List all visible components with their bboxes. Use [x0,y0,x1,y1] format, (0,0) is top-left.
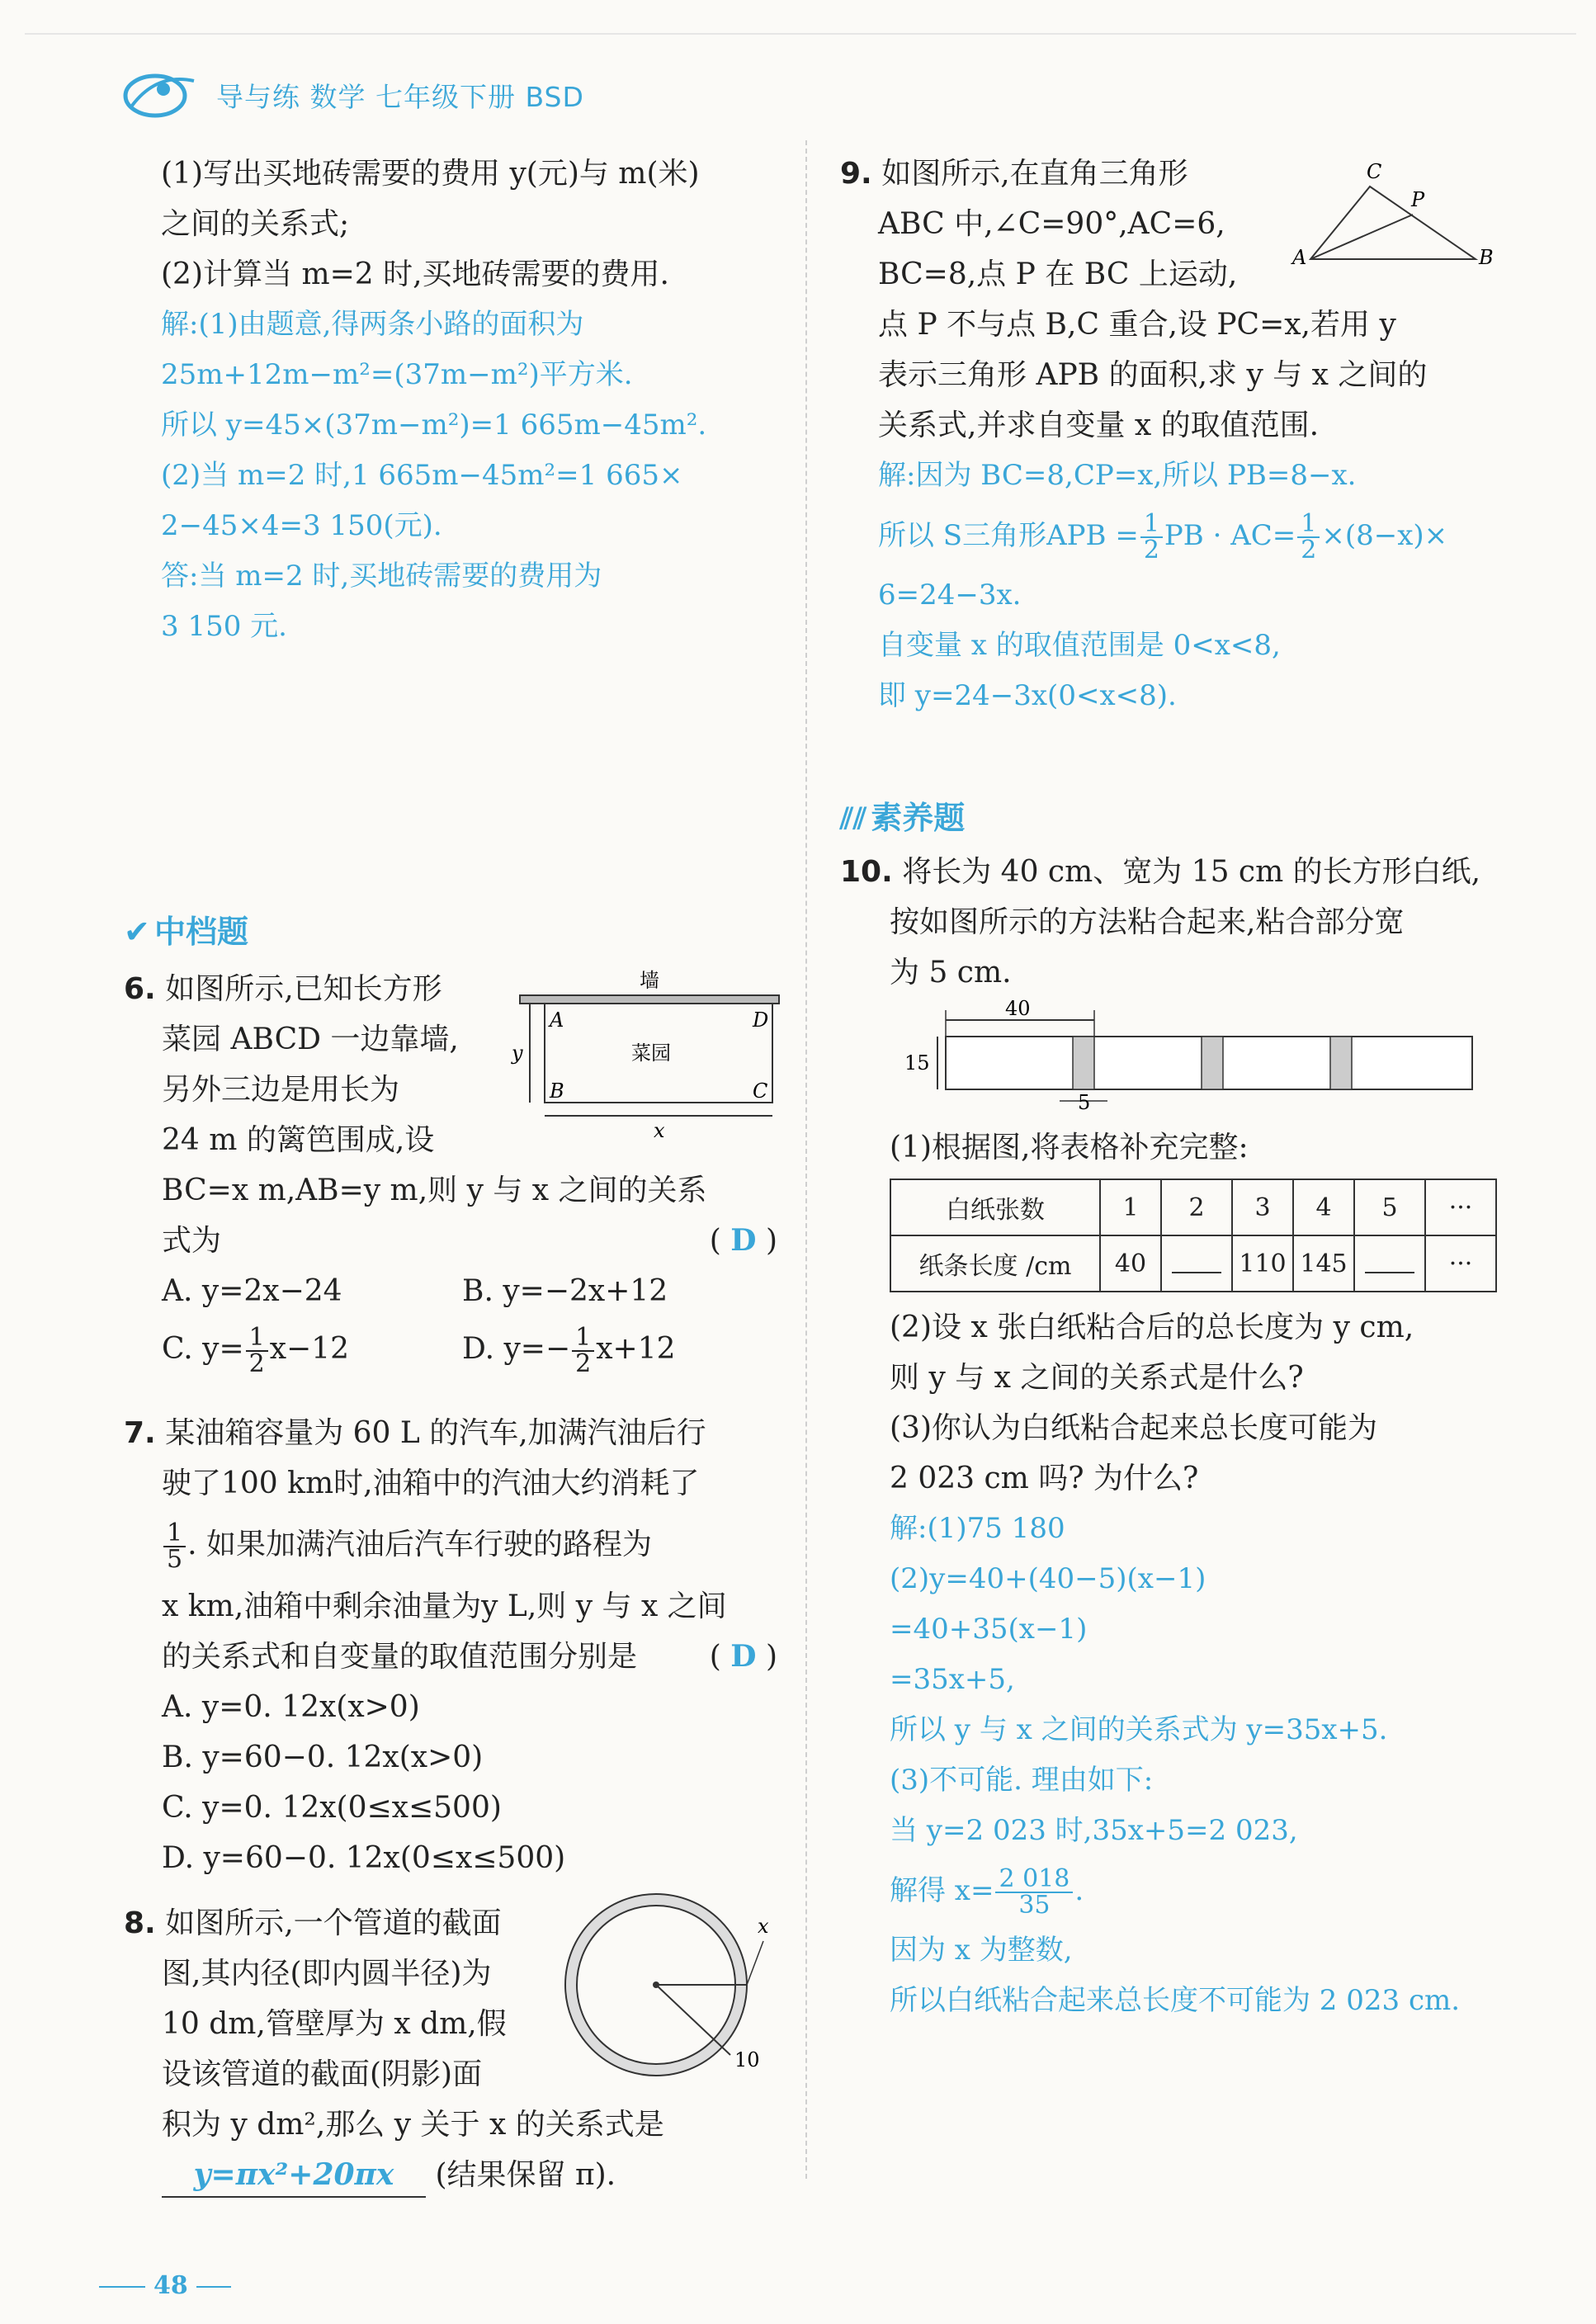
q9-frac-den: 2 [1143,536,1159,564]
q6-line: 24 m 的篱笆围成,设 [162,1123,435,1157]
q6-answer: D [730,1223,757,1258]
table-cell: 2 [1161,1179,1232,1235]
q6-number: 6. [124,972,156,1006]
q9-solution-line: 自变量 x 的取值范围是 0<x<8, [878,629,1281,662]
page-number: 48 [145,2271,196,2300]
q10-fig-wid: 15 [904,1051,930,1075]
header-logo [116,64,206,122]
section-core [840,792,965,838]
q6-frac-den: 2 [248,1349,265,1378]
q9-line: 点 P 不与点 B,C 重合,设 PC=x,若用 y [878,308,1396,342]
table-cell: 40 [1100,1235,1161,1292]
q6-fig-x: x [654,1119,665,1141]
q10-solution-line: 当 y=2 023 时,35x+5=2 023, [890,1814,1298,1847]
q6-option-d-tail: x+12 [596,1332,676,1366]
q10-line: 按如图所示的方法粘合起来,粘合部分宽 [890,905,1405,939]
q10-sub1-text: (1)根据图,将表格补充完整: [890,1131,1249,1164]
table-cell: 3 [1232,1179,1293,1235]
q7-number: 7. [124,1416,156,1450]
section-mid-title: 中档题 [153,914,248,950]
q9-line: 表示三角形 APB 的面积,求 y 与 x 之间的 [878,358,1428,392]
q5-solution-line: 2−45×4=3 150(元). [161,509,442,542]
q5-solution-line: 答:当 m=2 时,买地砖需要的费用为 [161,560,602,593]
q9-frac-den-2: 2 [1301,536,1317,564]
q5-solution-line: 所以 y=45×(37m−m²)=1 665m−45m². [161,409,707,442]
q5-solution-line: 25m+12m−m²=(37m−m²)平方米. [161,358,633,391]
q10-sub2-line: (2)设 x 张白纸粘合后的总长度为 y cm, [890,1311,1414,1344]
q7-option-c: C. y=0. 12x(0≤x≤500) [162,1791,502,1825]
q10-sub2-line: 则 y 与 x 之间的关系式是什么? [890,1361,1304,1395]
q6-option-a: A. y=2x−24 [162,1274,342,1308]
q6-fig-garden: 菜园 [631,1042,671,1065]
q6-frac-den-d: 2 [575,1349,592,1378]
q7-line: x km,油箱中剩余油量为y L,则 y 与 x 之间 [162,1589,727,1623]
q6-line: 菜园 ABCD 一边靠墙, [162,1023,459,1056]
q8-figure [561,1890,784,2080]
q5-line: (1)写出买地砖需要的费用 y(元)与 m(米) [161,157,700,191]
q9-fig-A: A [1292,246,1307,269]
table-cell: 纸条长度 /cm [890,1235,1100,1292]
q8-line: 设该管道的截面(阴影)面 [162,2057,483,2091]
q8-fig-r: 10 [734,2048,760,2071]
q8-line: 10 dm,管壁厚为 x dm,假 [162,2007,507,2041]
q10-sub1 [890,1122,1249,1173]
q10-fig-len: 40 [1005,999,1031,1020]
q10-solution-line: 因为 x 为整数, [890,1934,1073,1967]
q9-frac-num: 1 [1140,512,1163,538]
table-cell: 白纸张数 [890,1179,1100,1235]
q10-solution-line: =40+35(x−1) [890,1613,1088,1646]
q9-fig-P: P [1411,188,1425,211]
column-divider [805,140,807,2179]
q7-line: 驶了100 km时,油箱中的汽油大约消耗了 [162,1467,700,1500]
q6-line: 如图所示,已知长方形 [165,972,442,1006]
q9-number: 9. [840,157,872,191]
q10-number: 10. [840,855,893,889]
q5-line: (2)计算当 m=2 时,买地砖需要的费用. [161,257,669,291]
q6-fig-C: C [753,1079,768,1103]
q10-table [890,1179,1497,1292]
q9-fig-C: C [1367,160,1382,183]
q6-fig-B: B [550,1079,564,1103]
q6-option-b: B. y=−2x+12 [462,1274,668,1308]
table-cell-blank [1354,1235,1425,1292]
q7-option-b: B. y=60−0. 12x(x>0) [162,1741,484,1774]
q10-solution-line: 所以 y 与 x 之间的关系式为 y=35x+5. [890,1713,1388,1746]
q9-solution-line: 6=24−3x. [878,579,1022,612]
table-cell-blank [1161,1235,1232,1292]
table-cell: 110 [1232,1235,1293,1292]
q8-line: 图,其内径(即内圆半径)为 [162,1957,492,1991]
q6-fig-D: D [753,1008,769,1032]
q6-line: 另外三边是用长为 [162,1073,400,1107]
q10-figure [900,999,1494,1114]
q6-option-d: D. y=− [462,1332,571,1366]
q5-solution-line: 解:(1)由题意,得两条小路的面积为 [161,308,584,341]
table-cell: ··· [1425,1235,1496,1292]
q8-answer: y=πx²+20πx [193,2157,394,2192]
q6-frac-num: 1 [246,1325,268,1352]
q9-figure [1287,155,1494,271]
q7-option-a: A. y=0. 12x(x>0) [162,1690,420,1724]
q8-tail: (结果保留 π). [435,2158,616,2192]
q9-solution-line: PB · AC= [1164,519,1296,552]
q8-line: 积为 y dm²,那么 y 关于 x 的关系式是 [162,2108,664,2142]
q9-line: ABC 中,∠C=90°,AC=6, [878,207,1225,241]
q9-fig-B: B [1479,246,1494,269]
q10-solution-line: 解得 x= [890,1874,994,1907]
q5-solution-line: (2)当 m=2 时,1 665m−45m²=1 665× [161,459,683,492]
q7-line: 的关系式和自变量的取值范围分别是 [162,1640,638,1674]
table-cell: 145 [1293,1235,1354,1292]
section-core-title: 素养题 [871,800,966,836]
q6-line: BC=x m,AB=y m,则 y 与 x 之间的关系 [162,1174,707,1207]
q9-line: 如图所示,在直角三角形 [881,157,1188,191]
q9-solution-line: 所以 S三角形APB = [878,519,1139,552]
q5-line: 之间的关系式; [161,207,350,241]
q10-solution-line: (2)y=40+(40−5)(x−1) [890,1562,1206,1595]
q6-line: 式为 [162,1224,222,1258]
q9-frac-num-2: 1 [1297,512,1320,538]
q7-line: . 如果加满汽油后汽车行驶的路程为 [187,1528,652,1561]
q6-option-c-tail: x−12 [269,1332,350,1366]
q10-solution-line: 所以白纸粘合起来总长度不可能为 2 023 cm. [890,1984,1461,2017]
q7-frac-num: 1 [163,1521,186,1547]
section-mid [124,906,248,952]
q10-solution-line: (3)不可能. 理由如下: [890,1764,1154,1797]
q6: 6. 如图所示,已知长方形 菜园 ABCD 一边靠墙, 另外三边是用长为 24 m 的篱笆围成,设 BC=x m,AB=y m,则 y 与 x 之间的关系 式为 ( D ) A. y=2x−24 B. y=−2x+12 C. y= $\frac{1}{2}$ x−12 D. y=− $\frac{1}{2}$ x+12 [124,964,784,1382]
q8-line: 如图所示,一个管道的截面 [165,1906,502,1940]
q9-solution-line: 解:因为 BC=8,CP=x,所以 PB=8−x. [878,459,1357,492]
q10-line: 将长为 40 cm、宽为 15 cm 的长方形白纸, [902,855,1481,889]
table-row [890,1179,1496,1235]
q7-frac-den: 5 [167,1545,183,1574]
left-column [161,149,788,652]
q10-frac-den: 35 [1018,1891,1051,1920]
q6-figure [503,967,784,1141]
q5-solution-line: 3 150 元. [161,610,287,643]
q10-solution-line: =35x+5, [890,1663,1015,1696]
table-cell: 4 [1293,1179,1354,1235]
table-row [890,1235,1496,1292]
check-icon: ✔ [124,914,150,950]
q7-answer: D [730,1639,757,1674]
q10-fig-overlap: 5 [1078,1091,1091,1114]
q6-fig-wall: 墙 [640,969,659,992]
q8-number: 8. [124,1906,156,1940]
q6-frac-num-d: 1 [572,1325,594,1352]
q10-sub3-line: 2 023 cm 吗? 为什么? [890,1462,1199,1495]
q8-fig-x: x [758,1915,769,1938]
bars-icon: ⫽⫽ [840,802,867,836]
q6-option-c: C. y= [162,1332,244,1366]
q7-line: 某油箱容量为 60 L 的汽车,加满汽油后行 [165,1416,706,1450]
q6-fig-y: y [512,1042,523,1065]
q9-line: 关系式,并求自变量 x 的取值范围. [878,409,1320,442]
q10-solution-line: 解:(1)75 180 [890,1512,1065,1545]
table-cell: ··· [1425,1179,1496,1235]
q10-sub3-line: (3)你认为白纸粘合起来总长度可能为 [890,1411,1377,1445]
table-cell: 1 [1100,1179,1161,1235]
q10 [840,847,1517,998]
q9-solution-line: 即 y=24−3x(0<x<8). [878,679,1177,712]
q10-rest: (2)设 x 张白纸粘合后的总长度为 y cm, 则 y 与 x 之间的关系式是什么? (3)你认为白纸粘合起来总长度可能为 2 023 cm 吗? 为什么? 解:(1)75 180 (2)y=40+(40−5)(x−1) =40+35(x−1) =35x+5, 所以 y 与 x 之间的关系式为 y=35x+5. (3)不可能. 理由如下: 当 y=2 023 时,35x+5=2 023, 解得 x= $\frac{2 018}{35}$ . 因为 x 为整数, 所以白纸粘合起来总长度不可能为 2 023 cm. [890,1302,1517,2026]
q9-line: BC=8,点 P 在 BC 上运动, [878,257,1238,291]
q10-line: 为 5 cm. [890,956,1012,990]
q7-option-d: D. y=60−0. 12x(0≤x≤500) [162,1841,566,1875]
q7: 7. 某油箱容量为 60 L 的汽车,加满汽油后行 驶了100 km时,油箱中的汽油大约消耗了 $\frac{1}{5}$ . 如果加满汽油后汽车行驶的路程为 x km,油箱中剩余油量为y L,则 y 与 x 之间 的关系式和自变量的取值范围分别是 ( D ) A. y=0. 12x(x>0) B. y=60−0. 12x(x>0) C. y=0. 12x(0≤x≤500) D. y=60−0. 12x(0≤x≤500) [124,1408,784,1883]
q6-fig-A: A [550,1008,564,1032]
header-rule [25,33,1576,35]
header-title: 导与练 数学 七年级下册 BSD [216,81,584,113]
q10-frac-num: 2 018 [995,1867,1073,1893]
q9-solution-line: ×(8−x)× [1321,519,1448,552]
table-cell: 5 [1354,1179,1425,1235]
